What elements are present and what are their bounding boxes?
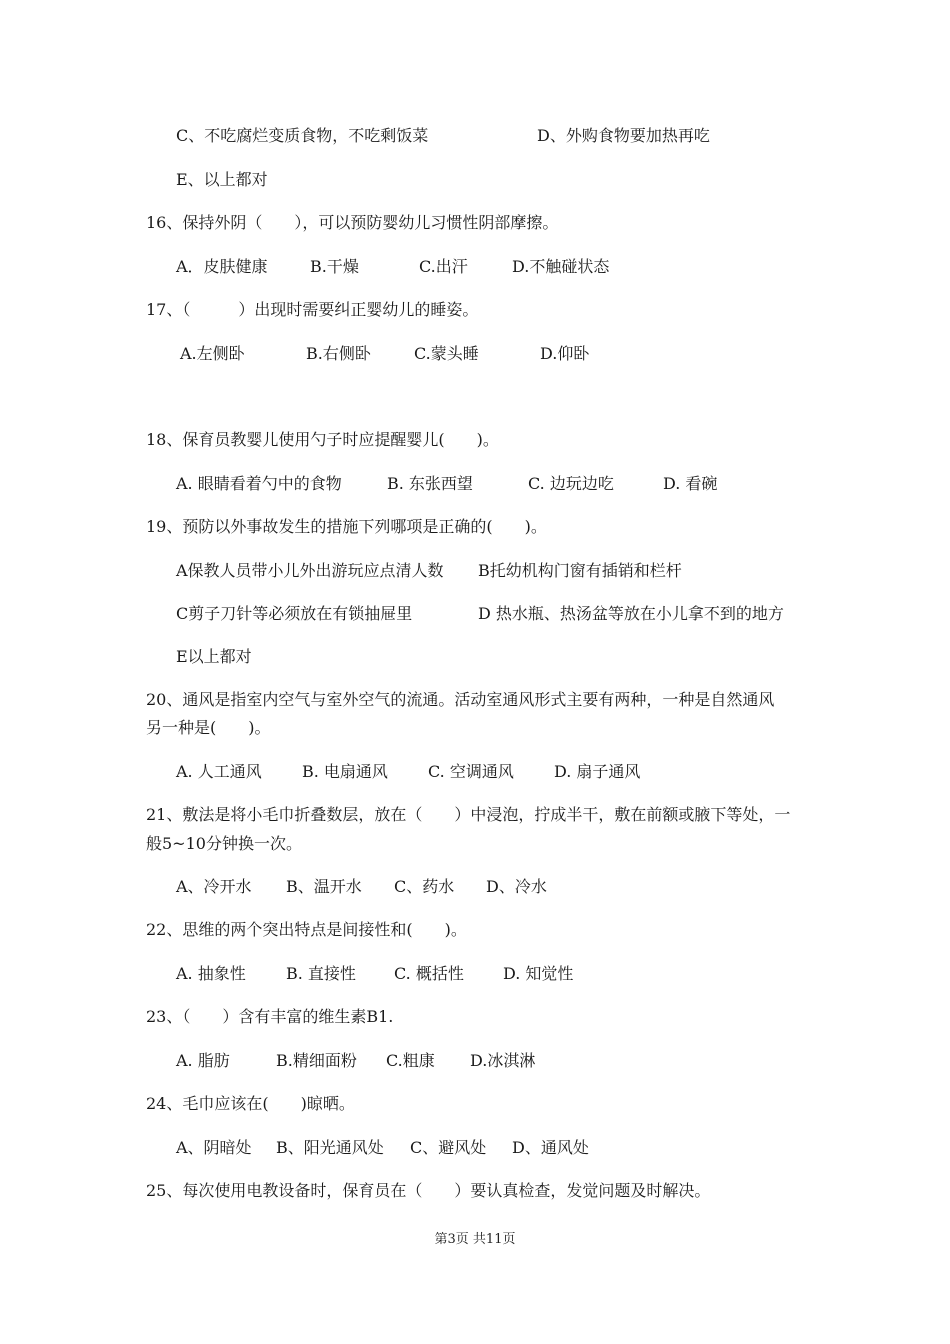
q20-stem-line1: 20、通风是指室内空气与室外空气的流通。活动室通风形式主要有两种，一种是自然通风 <box>146 690 775 709</box>
q17-stem: 17、（ ）出现时需要纠正婴幼儿的睡姿。 <box>146 300 479 319</box>
q18-option-d: D. 看碗 <box>663 474 718 493</box>
q15-option-e: E、以上都对 <box>176 170 268 189</box>
q21-stem-line1: 21、敷法是将小毛巾折叠数层，放在（ ）中浸泡，拧成半干，敷在前额或腋下等处，一 <box>146 805 791 824</box>
q17-option-c: C.蒙头睡 <box>414 344 479 363</box>
q21-option-a: A、冷开水 <box>176 877 252 896</box>
q17-option-a: A.左侧卧 <box>180 344 245 363</box>
q20-option-c: C. 空调通风 <box>428 762 514 781</box>
q19-option-e: E以上都对 <box>176 647 252 666</box>
q20-option-b: B. 电扇通风 <box>302 762 388 781</box>
q21-stem-line2: 般5~10分钟换一次。 <box>146 834 302 853</box>
q24-stem: 24、毛巾应该在( )晾晒。 <box>146 1094 355 1113</box>
q19-option-b: B托幼机构门窗有插销和栏杆 <box>478 561 682 580</box>
q22-option-a: A. 抽象性 <box>176 964 246 983</box>
q22-option-d: D. 知觉性 <box>503 964 574 983</box>
q21-option-b: B、温开水 <box>286 877 362 896</box>
q17-option-d: D.仰卧 <box>540 344 590 363</box>
q23-option-c: C.粗康 <box>386 1051 435 1070</box>
q16-option-c: C.出汗 <box>419 257 468 276</box>
q19-option-c: C剪子刀针等必须放在有锁抽屉里 <box>176 604 413 623</box>
q19-stem: 19、预防以外事故发生的措施下列哪项是正确的( )。 <box>146 517 547 536</box>
q23-stem: 23、（ ）含有丰富的维生素B1. <box>146 1007 394 1026</box>
q16-option-d: D.不触碰状态 <box>512 257 610 276</box>
q20-stem-line2: 另一种是( )。 <box>146 718 271 737</box>
q24-option-b: B、阳光通风处 <box>276 1138 384 1157</box>
q18-option-c: C. 边玩边吃 <box>528 474 614 493</box>
q21-option-d: D、冷水 <box>486 877 547 896</box>
q22-stem: 22、思维的两个突出特点是间接性和( )。 <box>146 920 467 939</box>
q18-option-b: B. 东张西望 <box>387 474 473 493</box>
q19-option-d: D 热水瓶、热汤盆等放在小儿拿不到的地方 <box>478 604 784 623</box>
q20-option-a: A. 人工通风 <box>176 762 262 781</box>
q22-option-c: C. 概括性 <box>394 964 464 983</box>
q24-option-d: D、通风处 <box>512 1138 589 1157</box>
q22-option-b: B. 直接性 <box>286 964 356 983</box>
q21-option-c: C、药水 <box>394 877 455 896</box>
q17-option-b: B.右侧卧 <box>306 344 371 363</box>
q25-stem: 25、每次使用电教设备时，保育员在（ ）要认真检查，发觉问题及时解决。 <box>146 1181 711 1200</box>
q24-option-a: A、阴暗处 <box>176 1138 252 1157</box>
q23-option-b: B.精细面粉 <box>276 1051 357 1070</box>
q15-option-d: D、外购食物要加热再吃 <box>537 126 710 145</box>
q19-option-a: A保教人员带小儿外出游玩应点清人数 <box>176 561 444 580</box>
q18-option-a: A. 眼睛看着勺中的食物 <box>176 474 342 493</box>
q16-stem: 16、保持外阴（ ），可以预防婴幼儿习惯性阴部摩擦。 <box>146 213 559 232</box>
q16-option-a: A．皮肤健康 <box>176 257 268 276</box>
page-number-footer: 第3页 共11页 <box>434 1232 516 1247</box>
q23-option-d: D.冰淇淋 <box>470 1051 536 1070</box>
q15-option-c: C、不吃腐烂变质食物，不吃剩饭菜 <box>176 126 429 145</box>
q23-option-a: A. 脂肪 <box>176 1051 230 1070</box>
q24-option-c: C、避风处 <box>410 1138 487 1157</box>
q18-stem: 18、保育员教婴儿使用勺子时应提醒婴儿( )。 <box>146 430 499 449</box>
q16-option-b: B.干燥 <box>310 257 359 276</box>
q20-option-d: D. 扇子通风 <box>554 762 641 781</box>
